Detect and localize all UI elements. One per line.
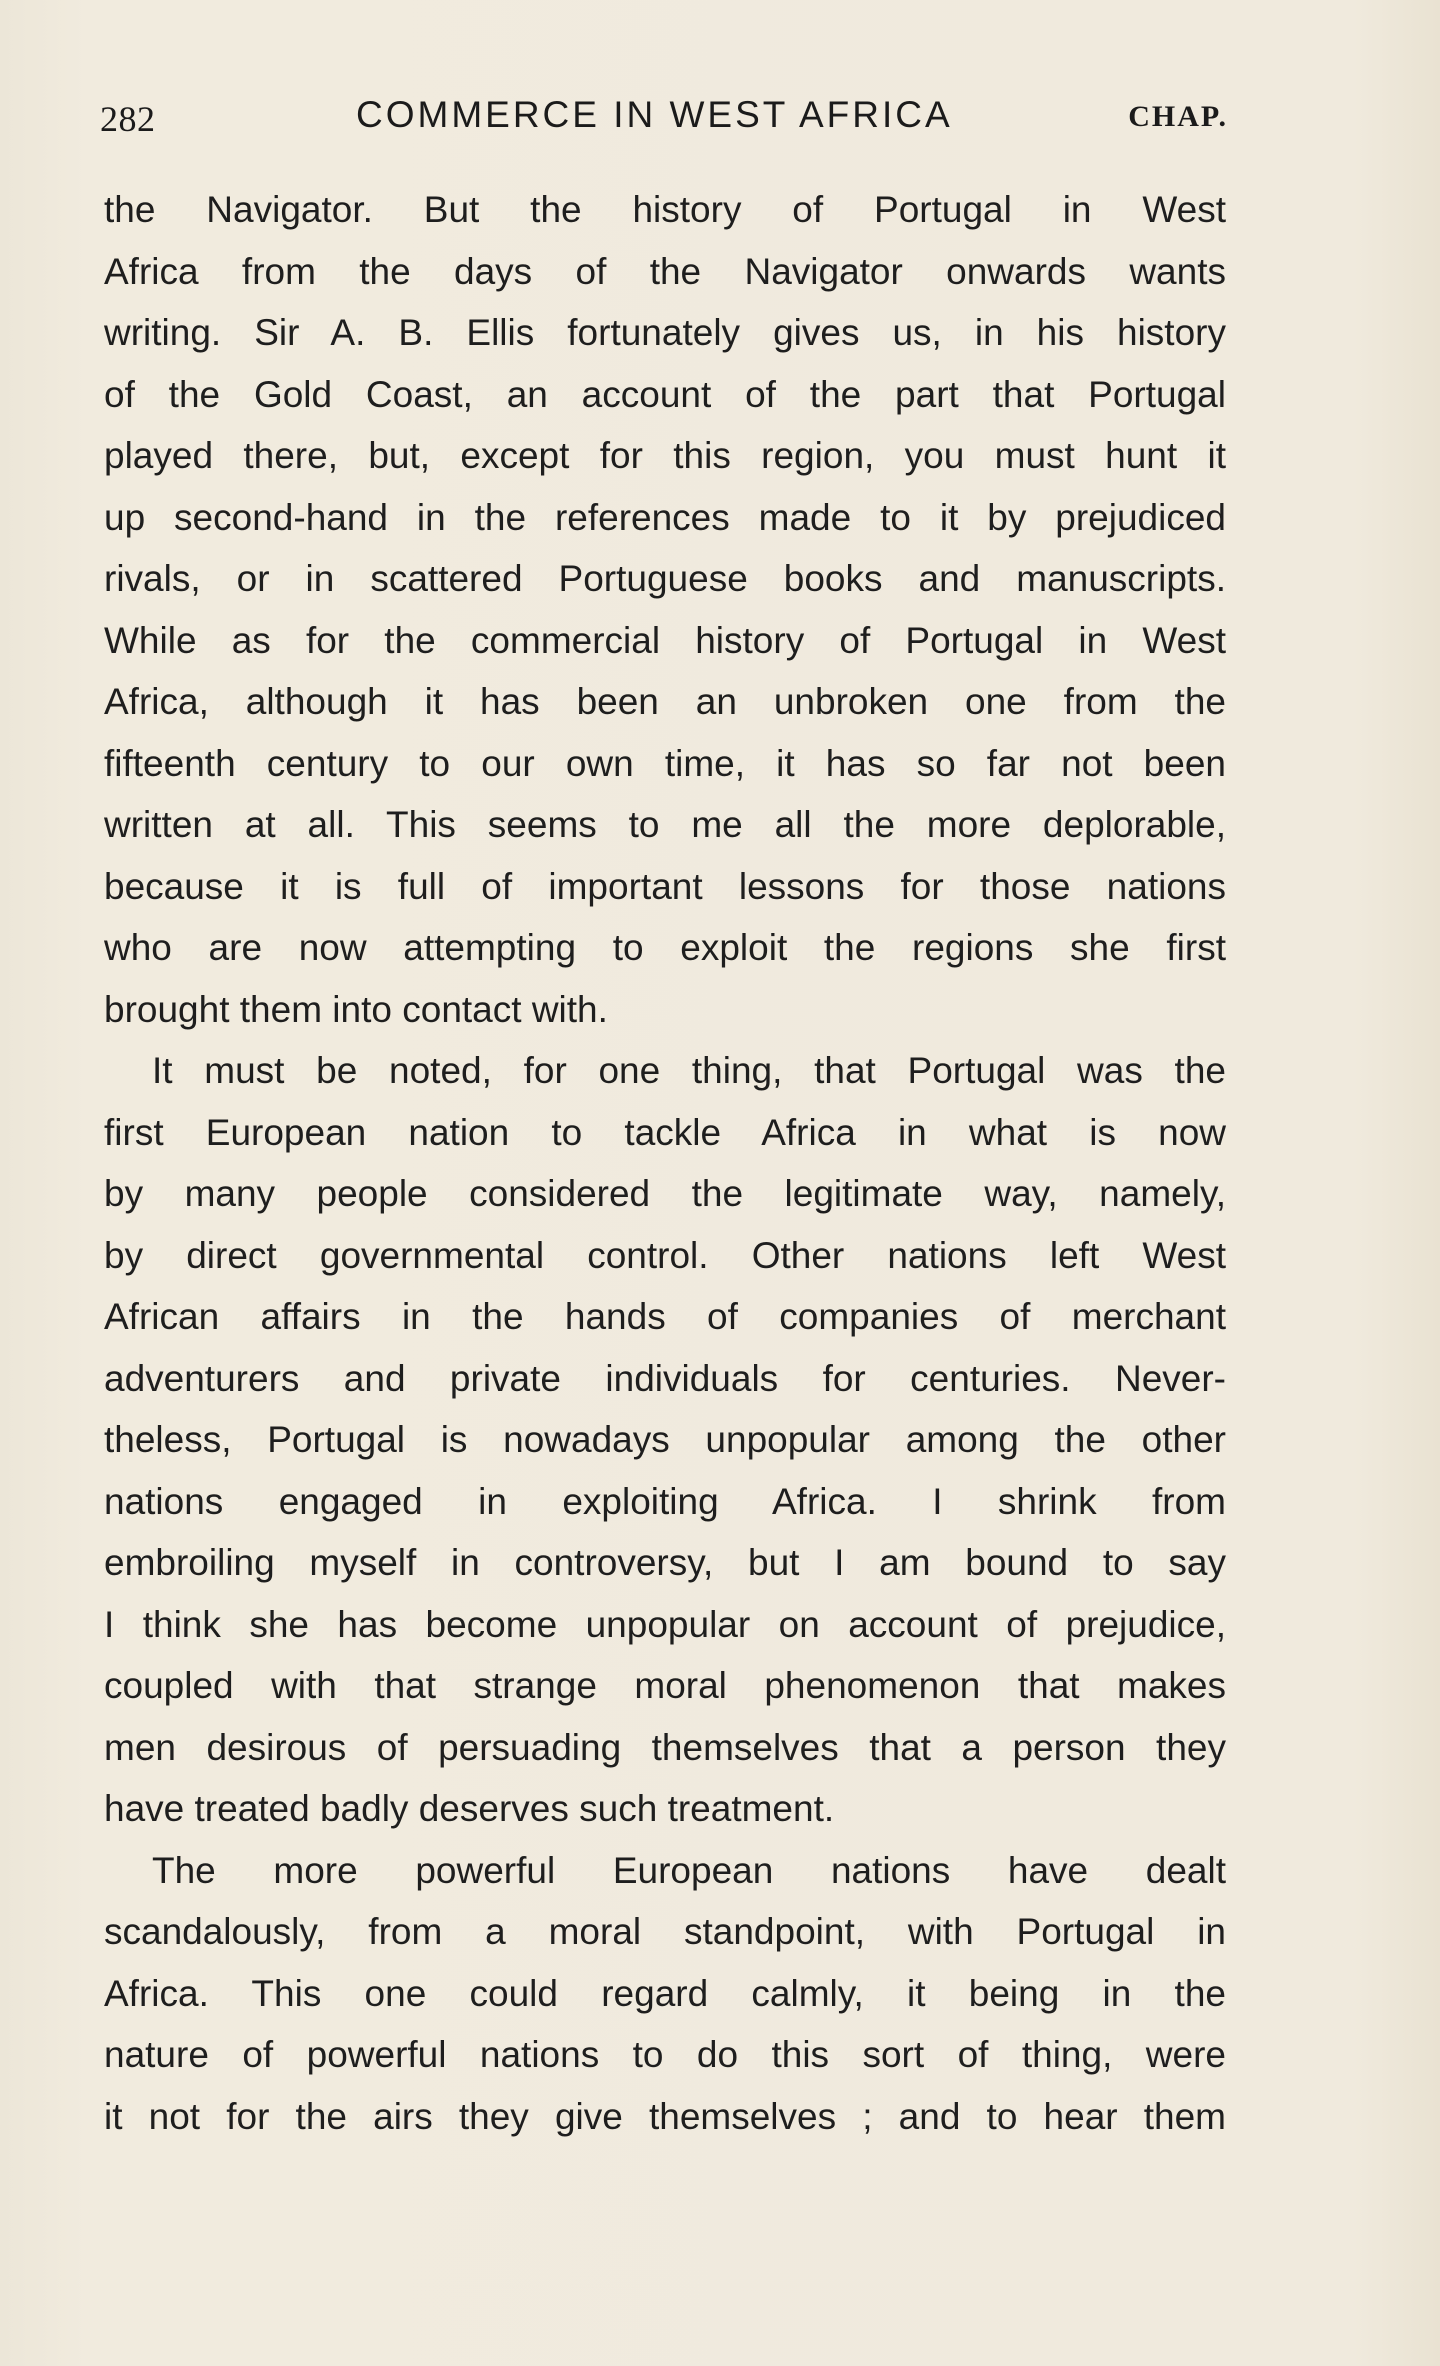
text-line: Africa from the days of the Navigator onwards wants xyxy=(104,250,1226,292)
text-line: it not for the airs they give themselves ; and to hear them xyxy=(104,2095,1226,2137)
text-line: coupled with that strange moral phenomenon that makes xyxy=(104,1665,1226,1706)
text-line: because it is full of important lessons for those nations xyxy=(104,865,1226,907)
paragraph xyxy=(104,1840,1226,2148)
text-line: nature of powerful nations to do this sort of thing, were xyxy=(104,2034,1226,2075)
text-line: by direct governmental control. Other nations left West xyxy=(104,1234,1226,1276)
text-line: The more powerful European nations have dealt xyxy=(152,1849,1226,1891)
page-number: 282 xyxy=(100,99,156,139)
text-line: While as for the commercial history of Portugal in West xyxy=(104,619,1226,661)
running-head xyxy=(100,94,1228,150)
text-line: the Navigator. But the history of Portugal in West xyxy=(104,189,1226,230)
text-line: men desirous of persuading themselves that a person they xyxy=(104,1726,1226,1768)
text-line: written at all. This seems to me all the more deplorable, xyxy=(104,804,1226,845)
text-line: rivals, or in scattered Portuguese books and manuscripts. xyxy=(104,558,1226,599)
text-line: played there, but, except for this region, you must hunt it xyxy=(104,435,1226,476)
text-line: by many people considered the legitimate way, namely, xyxy=(104,1173,1226,1214)
text-line: African affairs in the hands of companies of merchant xyxy=(104,1296,1226,1337)
text-line: writing. Sir A. B. Ellis fortunately gives us, in his history xyxy=(104,312,1226,353)
text-line: Africa. This one could regard calmly, it being in the xyxy=(104,1972,1226,2014)
text-line: It must be noted, for one thing, that Portugal was the xyxy=(152,1050,1226,1091)
text-line: who are now attempting to exploit the regions she first xyxy=(104,927,1226,968)
text-line: up second-hand in the references made to it by prejudiced xyxy=(104,496,1226,538)
text-line: nations engaged in exploiting Africa. I shrink from xyxy=(104,1480,1226,1522)
running-title: COMMERCE IN WEST AFRICA xyxy=(356,94,953,135)
text-line: theless, Portugal is nowadays unpopular among the other xyxy=(104,1419,1226,1460)
text-line: I think she has become unpopular on account of prejudice, xyxy=(104,1603,1226,1645)
text-line: scandalously, from a moral standpoint, with Portugal in xyxy=(104,1911,1226,1952)
paragraph xyxy=(104,1040,1226,1840)
text-line: brought them into contact with. xyxy=(104,988,608,1030)
text-line: fifteenth century to our own time, it has so far not been xyxy=(104,742,1226,784)
body-text xyxy=(104,179,1226,2147)
text-line: have treated badly deserves such treatment. xyxy=(104,1788,835,1829)
paragraph xyxy=(104,179,1226,1040)
text-line: first European nation to tackle Africa in what is now xyxy=(104,1111,1226,1153)
text-line: embroiling myself in controversy, but I am bound to say xyxy=(104,1542,1226,1583)
text-line: adventurers and private individuals for centuries. Never- xyxy=(104,1357,1226,1399)
chapter-label: CHAP. xyxy=(1128,100,1228,133)
text-line: Africa, although it has been an unbroken one from the xyxy=(104,681,1226,722)
text-line: of the Gold Coast, an account of the part that Portugal xyxy=(104,373,1226,415)
